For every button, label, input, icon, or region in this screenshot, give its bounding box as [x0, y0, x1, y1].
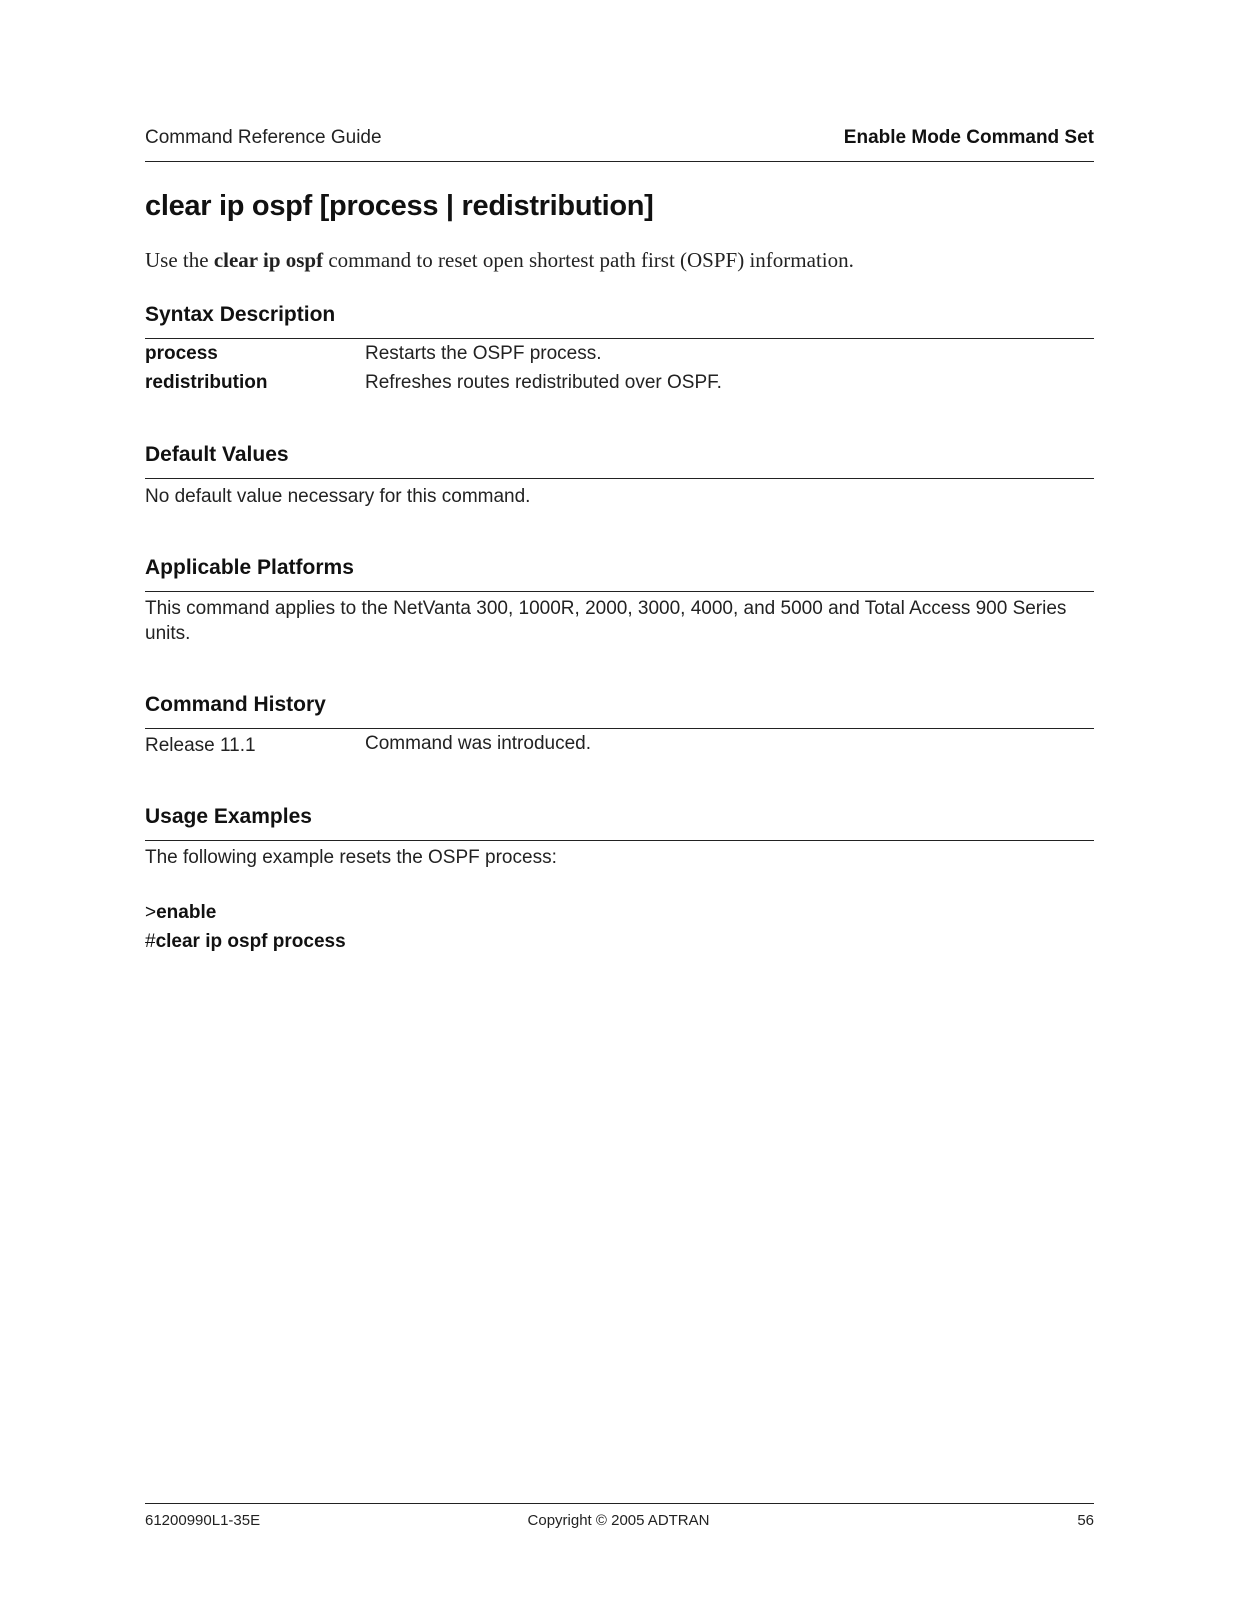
prompt-symbol: #: [145, 931, 156, 952]
intro-suffix: command to reset open shortest path first (OSPF) information.: [323, 248, 854, 272]
header-rule: [145, 161, 1094, 162]
syntax-term: redistribution: [145, 372, 268, 393]
syntax-term: process: [145, 343, 218, 364]
defaults-text: No default value necessary for this command.: [145, 486, 531, 507]
footer-page-number: 56: [1077, 1512, 1094, 1529]
prompt-symbol: >: [145, 902, 157, 923]
code-line-enable: [145, 902, 216, 924]
history-heading: Command History: [145, 693, 326, 716]
defaults-rule: [145, 478, 1094, 479]
footer-doc-number: 61200990L1-35E: [145, 1512, 261, 1529]
code-command: clear ip ospf process: [155, 931, 346, 952]
history-rule: [145, 728, 1094, 729]
page-title: clear ip ospf [process | redistribution]: [145, 190, 654, 222]
footer-rule: [145, 1503, 1094, 1504]
syntax-desc: Refreshes routes redistributed over OSPF.: [365, 372, 722, 393]
usage-heading: Usage Examples: [145, 805, 312, 828]
syntax-rule: [145, 338, 1094, 339]
code-command: enable: [156, 902, 217, 923]
platforms-text: This command applies to the NetVanta 300, 1000R, 2000, 3000, 4000, and 5000 and Total Access 900 Series units.: [145, 598, 1067, 644]
defaults-heading: Default Values: [145, 443, 289, 466]
syntax-heading: Syntax Description: [145, 303, 336, 326]
intro-command: clear ip ospf: [213, 248, 324, 272]
history-desc: Command was introduced.: [365, 733, 591, 754]
running-header-left: Command Reference Guide: [145, 127, 382, 148]
intro-prefix: Use the: [145, 248, 214, 272]
platforms-rule: [145, 591, 1094, 592]
history-release: Release 11.1: [145, 735, 256, 756]
footer-copyright: Copyright © 2005 ADTRAN: [527, 1512, 710, 1529]
intro-paragraph: [145, 248, 854, 273]
usage-rule: [145, 840, 1094, 841]
platforms-heading: Applicable Platforms: [145, 556, 354, 579]
usage-text: The following example resets the OSPF process:: [145, 847, 557, 868]
syntax-desc: Restarts the OSPF process.: [365, 343, 602, 364]
running-header-right: Enable Mode Command Set: [843, 127, 1094, 148]
code-line-clear: [145, 931, 346, 953]
